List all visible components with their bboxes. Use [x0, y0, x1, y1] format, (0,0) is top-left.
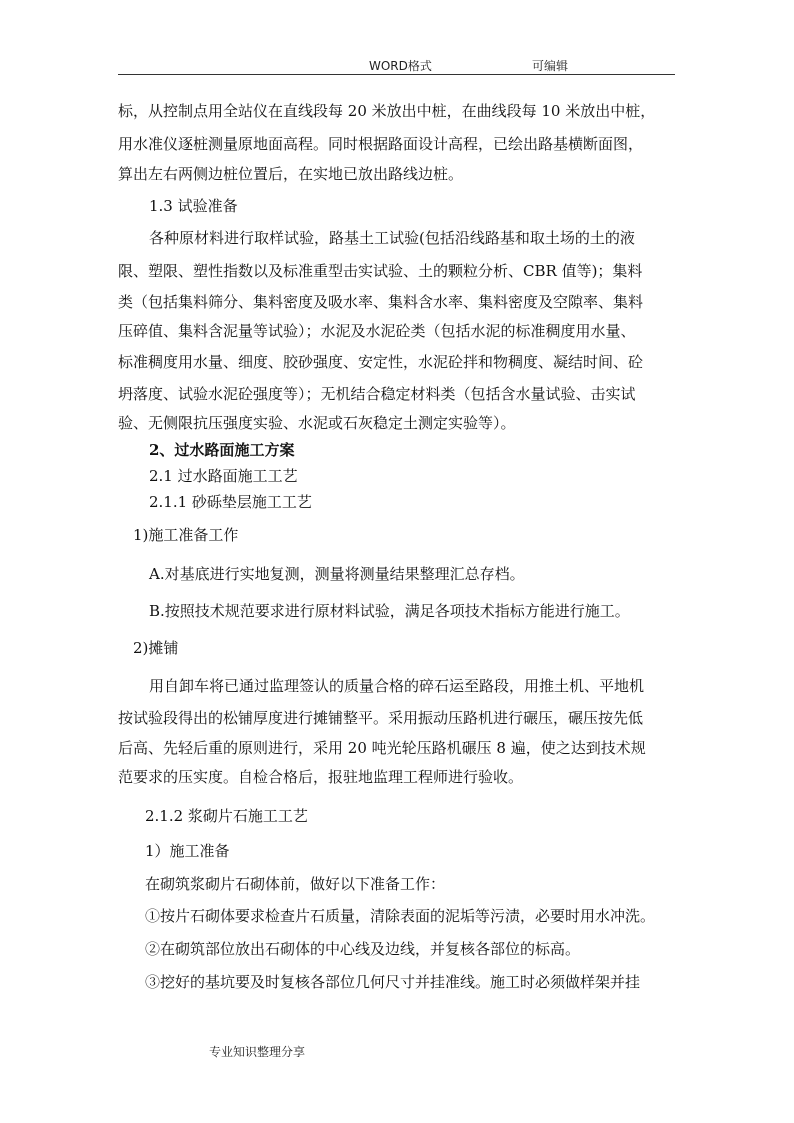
paragraph-line: 类（包括集料筛分、集料密度及吸水率、集料含水率、集料密度及空隙率、集料	[118, 293, 644, 311]
paragraph-line: 用水准仪逐桩测量原地面高程。同时根据路面设计高程，已绘出路基横断面图，	[118, 135, 644, 153]
paragraph-line: 后高、先轻后重的原则进行，采用 20 吨光轮压路机碾压 8 遍，使之达到技术规	[118, 739, 646, 757]
paragraph-line: 各种原材料进行取样试验，路基土工试验(包括沿线路基和取土场的土的液	[149, 229, 635, 247]
subsection-heading: 2.1.2 浆砌片石施工工艺	[145, 807, 308, 825]
list-item: ①按片石砌体要求检查片石质量，清除表面的泥垢等污渍，必要时用水冲洗。	[145, 907, 656, 925]
section-heading: 2.1 过水路面施工工艺	[149, 467, 298, 485]
step-heading: 1)施工准备工作	[133, 526, 239, 544]
list-item: B.按照技术规范要求进行原材料试验，满足各项技术指标方能进行施工。	[149, 602, 630, 620]
page-footer: 专业知识整理分享	[209, 1045, 306, 1059]
step-heading: 1）施工准备	[145, 842, 230, 860]
header-left-text: WORD格式	[369, 59, 432, 73]
paragraph-line: 标准稠度用水量、细度、胶砂强度、安定性，水泥砼拌和物稠度、凝结时间、砼	[118, 353, 644, 371]
list-item: ②在砌筑部位放出石砌体的中心线及边线，并复核各部位的标高。	[145, 940, 581, 958]
header-right-text: 可编辑	[532, 59, 569, 73]
paragraph-line: 压碎值、集料含泥量等试验）；水泥及水泥砼类（包括水泥的标准稠度用水量、	[118, 322, 636, 340]
chapter-heading: 2、过水路面施工方案	[149, 441, 295, 459]
list-item: ③挖好的基坑要及时复核各部位几何尺寸并挂准线。施工时必须做样架并挂	[145, 973, 641, 991]
section-heading: 1.3 试验准备	[149, 197, 238, 215]
paragraph-line: 范要求的压实度。自检合格后，报驻地监理工程师进行验收。	[118, 768, 524, 786]
step-heading: 2)摊铺	[133, 639, 179, 657]
subsection-heading: 2.1.1 砂砾垫层施工工艺	[149, 493, 312, 511]
paragraph-line: 在砌筑浆砌片石砌体前，做好以下准备工作：	[145, 875, 446, 893]
paragraph-line: 限、塑限、塑性指数以及标准重型击实试验、土的颗粒分析、CBR 值等)；集料	[118, 262, 643, 280]
header-divider	[118, 74, 675, 75]
list-item: A.对基底进行实地复测，测量将测量结果整理汇总存档。	[149, 565, 525, 583]
paragraph-line: 验、无侧限抗压强度实验、水泥或石灰稳定土测定实验等）。	[118, 414, 516, 432]
paragraph-line: 算出左右两侧边桩位置后，在实地已放出路线边桩。	[118, 165, 464, 183]
paragraph-line: 标，从控制点用全站仪在直线段每 20 米放出中桩，在曲线段每 10 米放出中桩，	[118, 102, 656, 120]
page-header	[0, 57, 794, 75]
paragraph-line: 按试验段得出的松铺厚度进行摊铺整平。采用振动压路机进行碾压，碾压按先低	[118, 709, 644, 727]
paragraph-line: 坍落度、试验水泥砼强度等）；无机结合稳定材料类（包括含水量试验、击实试	[118, 385, 636, 403]
paragraph-line: 用自卸车将已通过监理签认的质量合格的碎石运至路段，用推土机、平地机	[149, 677, 645, 695]
